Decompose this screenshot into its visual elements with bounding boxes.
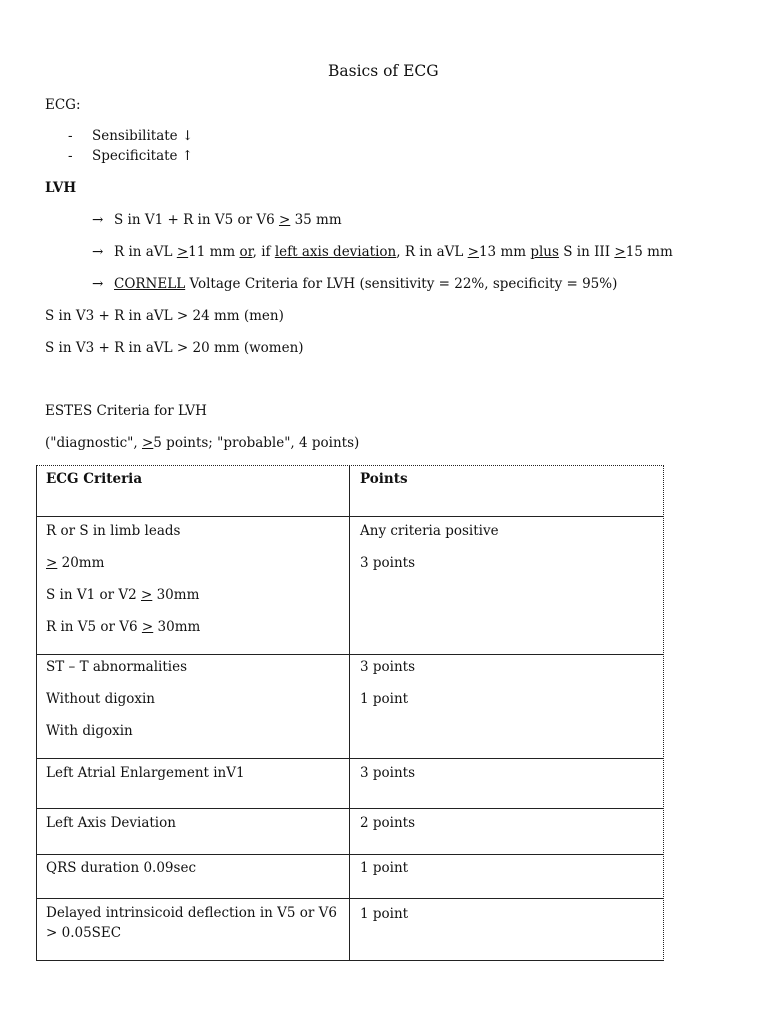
criterion-text: S in V1 + R in V5 or V6 (114, 212, 279, 228)
criterion-text: , R in aVL (396, 244, 468, 260)
lvh-heading: LVH (45, 180, 77, 196)
lvh-criterion-2 (92, 243, 673, 261)
table-border (36, 758, 664, 759)
criterion-text: 11 mm (188, 244, 240, 260)
ge-symbol: > (140, 587, 153, 603)
list-item-text: Sensibilitate ↓ (92, 128, 194, 144)
table-cell: 1 point (360, 906, 409, 922)
table-cell: Without digoxin (46, 691, 155, 707)
table-cell (46, 554, 104, 572)
ecg-heading: ECG: (45, 97, 81, 113)
ge-symbol: > (46, 555, 58, 571)
table-cell: ST – T abnormalities (46, 659, 187, 675)
ge-symbol: > (176, 244, 189, 260)
cornell-men: S in V3 + R in aVL > 24 mm (men) (45, 308, 284, 324)
estes-criteria-table (36, 465, 664, 961)
table-border (36, 808, 664, 809)
table-border (663, 465, 664, 961)
criterion-text: 13 mm (478, 244, 531, 260)
estes-note (45, 434, 359, 452)
table-cell (46, 618, 200, 636)
table-border (36, 854, 664, 855)
ge-symbol: > (614, 244, 626, 260)
table-cell (46, 586, 199, 604)
table-cell: Any criteria positive (360, 523, 499, 539)
table-border (36, 654, 664, 655)
table-header-points: Points (360, 471, 408, 487)
cell-text: S in V1 or V2 (46, 587, 141, 603)
table-border (36, 465, 37, 961)
table-cell: 3 points (360, 555, 416, 571)
ge-symbol: > (141, 435, 154, 451)
table-border (36, 516, 664, 517)
lvh-criterion-1 (92, 211, 342, 229)
table-cell: Left Atrial Enlargement inV1 (46, 765, 245, 781)
note-text: ("diagnostic", (45, 435, 142, 451)
cell-text: 20mm (57, 555, 105, 571)
ge-symbol: > (141, 619, 154, 635)
arrow-right-icon: → (92, 244, 104, 260)
cell-text: R in V5 or V6 (46, 619, 142, 635)
table-cell: QRS duration 0.09sec (46, 860, 197, 876)
table-border (349, 465, 350, 961)
cornell-term: CORNELL (114, 276, 186, 292)
table-cell: With digoxin (46, 723, 133, 739)
table-cell: Left Axis Deviation (46, 815, 176, 831)
arrow-right-icon: → (92, 276, 104, 292)
table-cell: 1 point (360, 691, 409, 707)
table-cell: 2 points (360, 815, 416, 831)
table-cell: 1 point (360, 860, 409, 876)
or-word: or (239, 244, 253, 260)
list-item-text: Specificitate ↑ (92, 148, 194, 164)
page-title: Basics of ECG (328, 62, 439, 80)
estes-heading: ESTES Criteria for LVH (45, 403, 207, 419)
list-dash: - (68, 148, 73, 164)
note-text: 5 points; "probable", 4 points) (153, 435, 360, 451)
list-dash: - (68, 128, 73, 144)
criterion-text: 15 mm (625, 244, 673, 260)
criterion-text: , if (252, 244, 275, 260)
cell-text: 30mm (153, 619, 201, 635)
list-item (68, 127, 73, 145)
ge-symbol: > (467, 244, 479, 260)
list-item (68, 147, 73, 165)
cell-text: 30mm (152, 587, 200, 603)
lad-term: left axis deviation (274, 244, 397, 260)
table-border (36, 465, 664, 466)
table-header-criteria: ECG Criteria (46, 471, 143, 487)
table-border (36, 960, 664, 961)
criterion-text: Voltage Criteria for LVH (sensitivity = 22%, specificity = 95%) (185, 276, 618, 292)
criterion-text: S in III (558, 244, 615, 260)
table-cell: R or S in limb leads (46, 523, 181, 539)
cornell-women: S in V3 + R in aVL > 20 mm (women) (45, 340, 304, 356)
criterion-value: 35 mm (290, 212, 342, 228)
table-cell: 3 points (360, 765, 416, 781)
arrow-right-icon: → (92, 212, 104, 228)
table-cell: 3 points (360, 659, 416, 675)
lvh-criterion-3 (92, 275, 617, 293)
table-border (36, 898, 664, 899)
plus-word: plus (530, 244, 559, 260)
ge-symbol: > (278, 212, 291, 228)
criterion-text: R in aVL (114, 244, 177, 260)
table-cell: Delayed intrinsicoid deflection in V5 or V6 > 0.05SEC (46, 905, 338, 941)
